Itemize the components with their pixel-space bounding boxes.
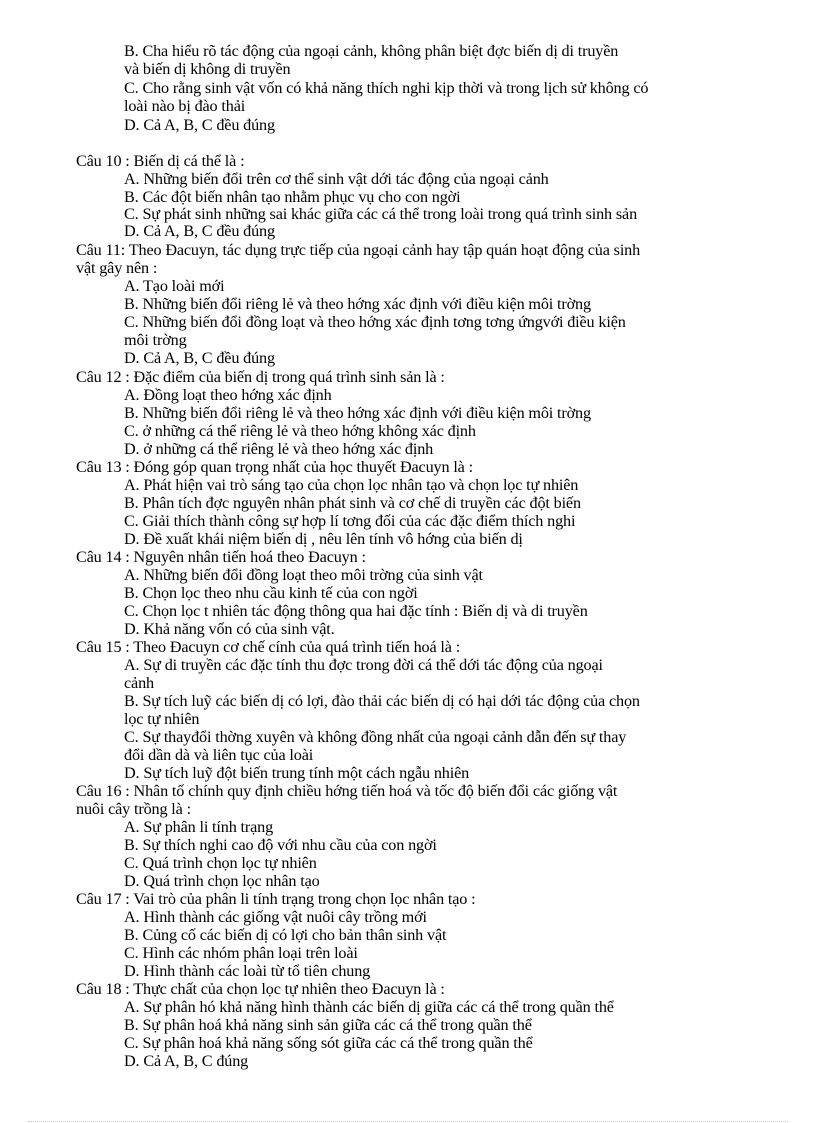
question-line: Câu 14 : Nguyên nhân tiến hoá theo Đacuyn :	[76, 548, 366, 566]
option-line: B. Sự phân hoá khả năng sinh sản giữa các cá thể trong quần thể	[124, 1016, 532, 1034]
option-line: và biến dị không di truyền	[124, 60, 291, 78]
option-line: B. Các đột biến nhân tạo nhằm phục vụ cho con ngời	[124, 188, 461, 206]
option-line: B. Sự thích nghi cao độ với nhu cầu của con ngời	[124, 836, 437, 854]
question-line: Câu 10 : Biến dị cá thể là :	[76, 152, 245, 170]
question-line: nuôi cây trồng là :	[76, 800, 191, 818]
option-line: A. Đồng loạt theo hớng xác định	[124, 386, 332, 404]
option-line: A. Hình thành các giống vật nuôi cây trồng mới	[124, 908, 427, 926]
question-line: Câu 11: Theo Đacuyn, tác dụng trực tiếp của ngoại cảnh hay tập quán hoạt động của sinh	[76, 241, 641, 259]
option-line: cảnh	[124, 674, 154, 692]
option-line: B. Những biến đổi riêng lẻ và theo hớng xác định với điều kiện môi trờng	[124, 295, 591, 313]
option-line: A. Những biến đổi đồng loạt theo môi trờng của sinh vật	[124, 566, 483, 584]
option-line: C. Sự phát sinh những sai khác giữa các cá thể trong loài trong quá trình sinh sản	[124, 205, 638, 223]
question-line: Câu 18 : Thực chất của chọn lọc tự nhiên theo Đacuyn là :	[76, 980, 445, 998]
question-line: Câu 15 : Theo Đacuyn cơ chế cính của quá trình tiến hoá là :	[76, 638, 461, 656]
option-line: C. Quá trình chọn lọc tự nhiên	[124, 854, 317, 872]
option-line: C. ở những cá thể riêng lẻ và theo hớng không xác định	[124, 422, 476, 440]
option-line: A. Sự phân li tính trạng	[124, 818, 274, 836]
option-line: môi trờng	[124, 331, 187, 349]
option-line: C. Những biến đổi đồng loạt và theo hớng xác định tơng tơng ứngvới điều kiện	[124, 313, 626, 331]
question-line: Câu 12 : Đặc điểm của biến dị trong quá trình sinh sản là :	[76, 368, 445, 386]
question-line: Câu 16 : Nhân tố chính quy định chiều hớng tiến hoá và tốc độ biến đổi các giống vật	[76, 782, 618, 800]
option-line: D. Sự tích luỹ đột biến trung tính một cách ngẫu nhiên	[124, 764, 470, 782]
option-line: B. Sự tích luỹ các biến dị có lợi, đào thải các biến dị có hại dới tác động của chọn	[124, 692, 640, 710]
option-line: loài nào bị đào thải	[124, 97, 246, 115]
option-line: B. Cha hiểu rõ tác động của ngoại cảnh, không phân biệt đợc biến dị di truyền	[124, 42, 619, 60]
option-line: D. Cả A, B, C đều đúng	[124, 116, 275, 134]
question-line: Câu 13 : Đóng góp quan trọng nhất của học thuyết Đacuyn là :	[76, 458, 473, 476]
option-line: A. Sự phân hó khả năng hình thành các biến dị giữa các cá thể trong quần thể	[124, 998, 614, 1016]
option-line: đổi dần dà và liên tục của loài	[124, 746, 314, 764]
option-line: C. Chọn lọc t nhiên tác động thông qua hai đặc tính : Biến dị và di truyền	[124, 602, 588, 620]
option-line: B. Phân tích đợc nguyên nhân phát sinh và cơ chế di truyền các đột biến	[124, 494, 581, 512]
option-line: C. Sự phân hoá khả năng sống sót giữa các cá thể trong quần thể	[124, 1034, 533, 1052]
option-line: D. Hình thành các loài từ tổ tiên chung	[124, 962, 371, 980]
page-bottom-rule	[28, 1121, 788, 1122]
option-line: lọc tự nhiên	[124, 710, 200, 728]
option-line: A. Sự di truyền các đặc tính thu đợc trong đời cá thể dới tác động của ngoại	[124, 656, 603, 674]
option-line: D. ở những cá thể riêng lẻ và theo hớng xác định	[124, 440, 434, 458]
question-line: vật gây nên :	[76, 259, 158, 277]
option-line: A. Những biến đổi trên cơ thể sinh vật dới tác động của ngoại cảnh	[124, 170, 549, 188]
option-line: C. Hình các nhóm phân loại trên loài	[124, 944, 358, 962]
option-line: B. Những biến đổi riêng lẻ và theo hớng xác định với điều kiện môi trờng	[124, 404, 591, 422]
option-line: C. Sự thayđổi thờng xuyên và không đồng nhất của ngoại cảnh dẫn đến sự thay	[124, 728, 627, 746]
option-line: B. Củng cố các biến dị có lợi cho bản thân sinh vật	[124, 926, 447, 944]
option-line: A. Phát hiện vai trò sáng tạo của chọn lọc nhân tạo và chọn lọc tự nhiên	[124, 476, 579, 494]
option-line: C. Giải thích thành công sự hợp lí tơng đối của các đặc điểm thích nghi	[124, 512, 576, 530]
option-line: D. Khả năng vốn có của sinh vật.	[124, 620, 335, 638]
question-line: Câu 17 : Vai trò của phân li tính trạng trong chọn lọc nhân tạo :	[76, 890, 476, 908]
option-line: D. Cả A, B, C đều đúng	[124, 222, 275, 240]
option-line: D. Quá trình chọn lọc nhân tạo	[124, 872, 320, 890]
option-line: D. Đề xuất khái niệm biến dị , nêu lên tính vô hớng của biến dị	[124, 530, 523, 548]
option-line: D. Cả A, B, C đều đúng	[124, 349, 275, 367]
option-line: B. Chọn lọc theo nhu cầu kinh tế của con ngời	[124, 584, 418, 602]
option-line: D. Cả A, B, C đúng	[124, 1052, 249, 1070]
option-line: C. Cho rằng sinh vật vốn có khả năng thích nghi kịp thời và trong lịch sử không có	[124, 79, 649, 97]
option-line: A. Tạo loài mới	[124, 277, 225, 295]
